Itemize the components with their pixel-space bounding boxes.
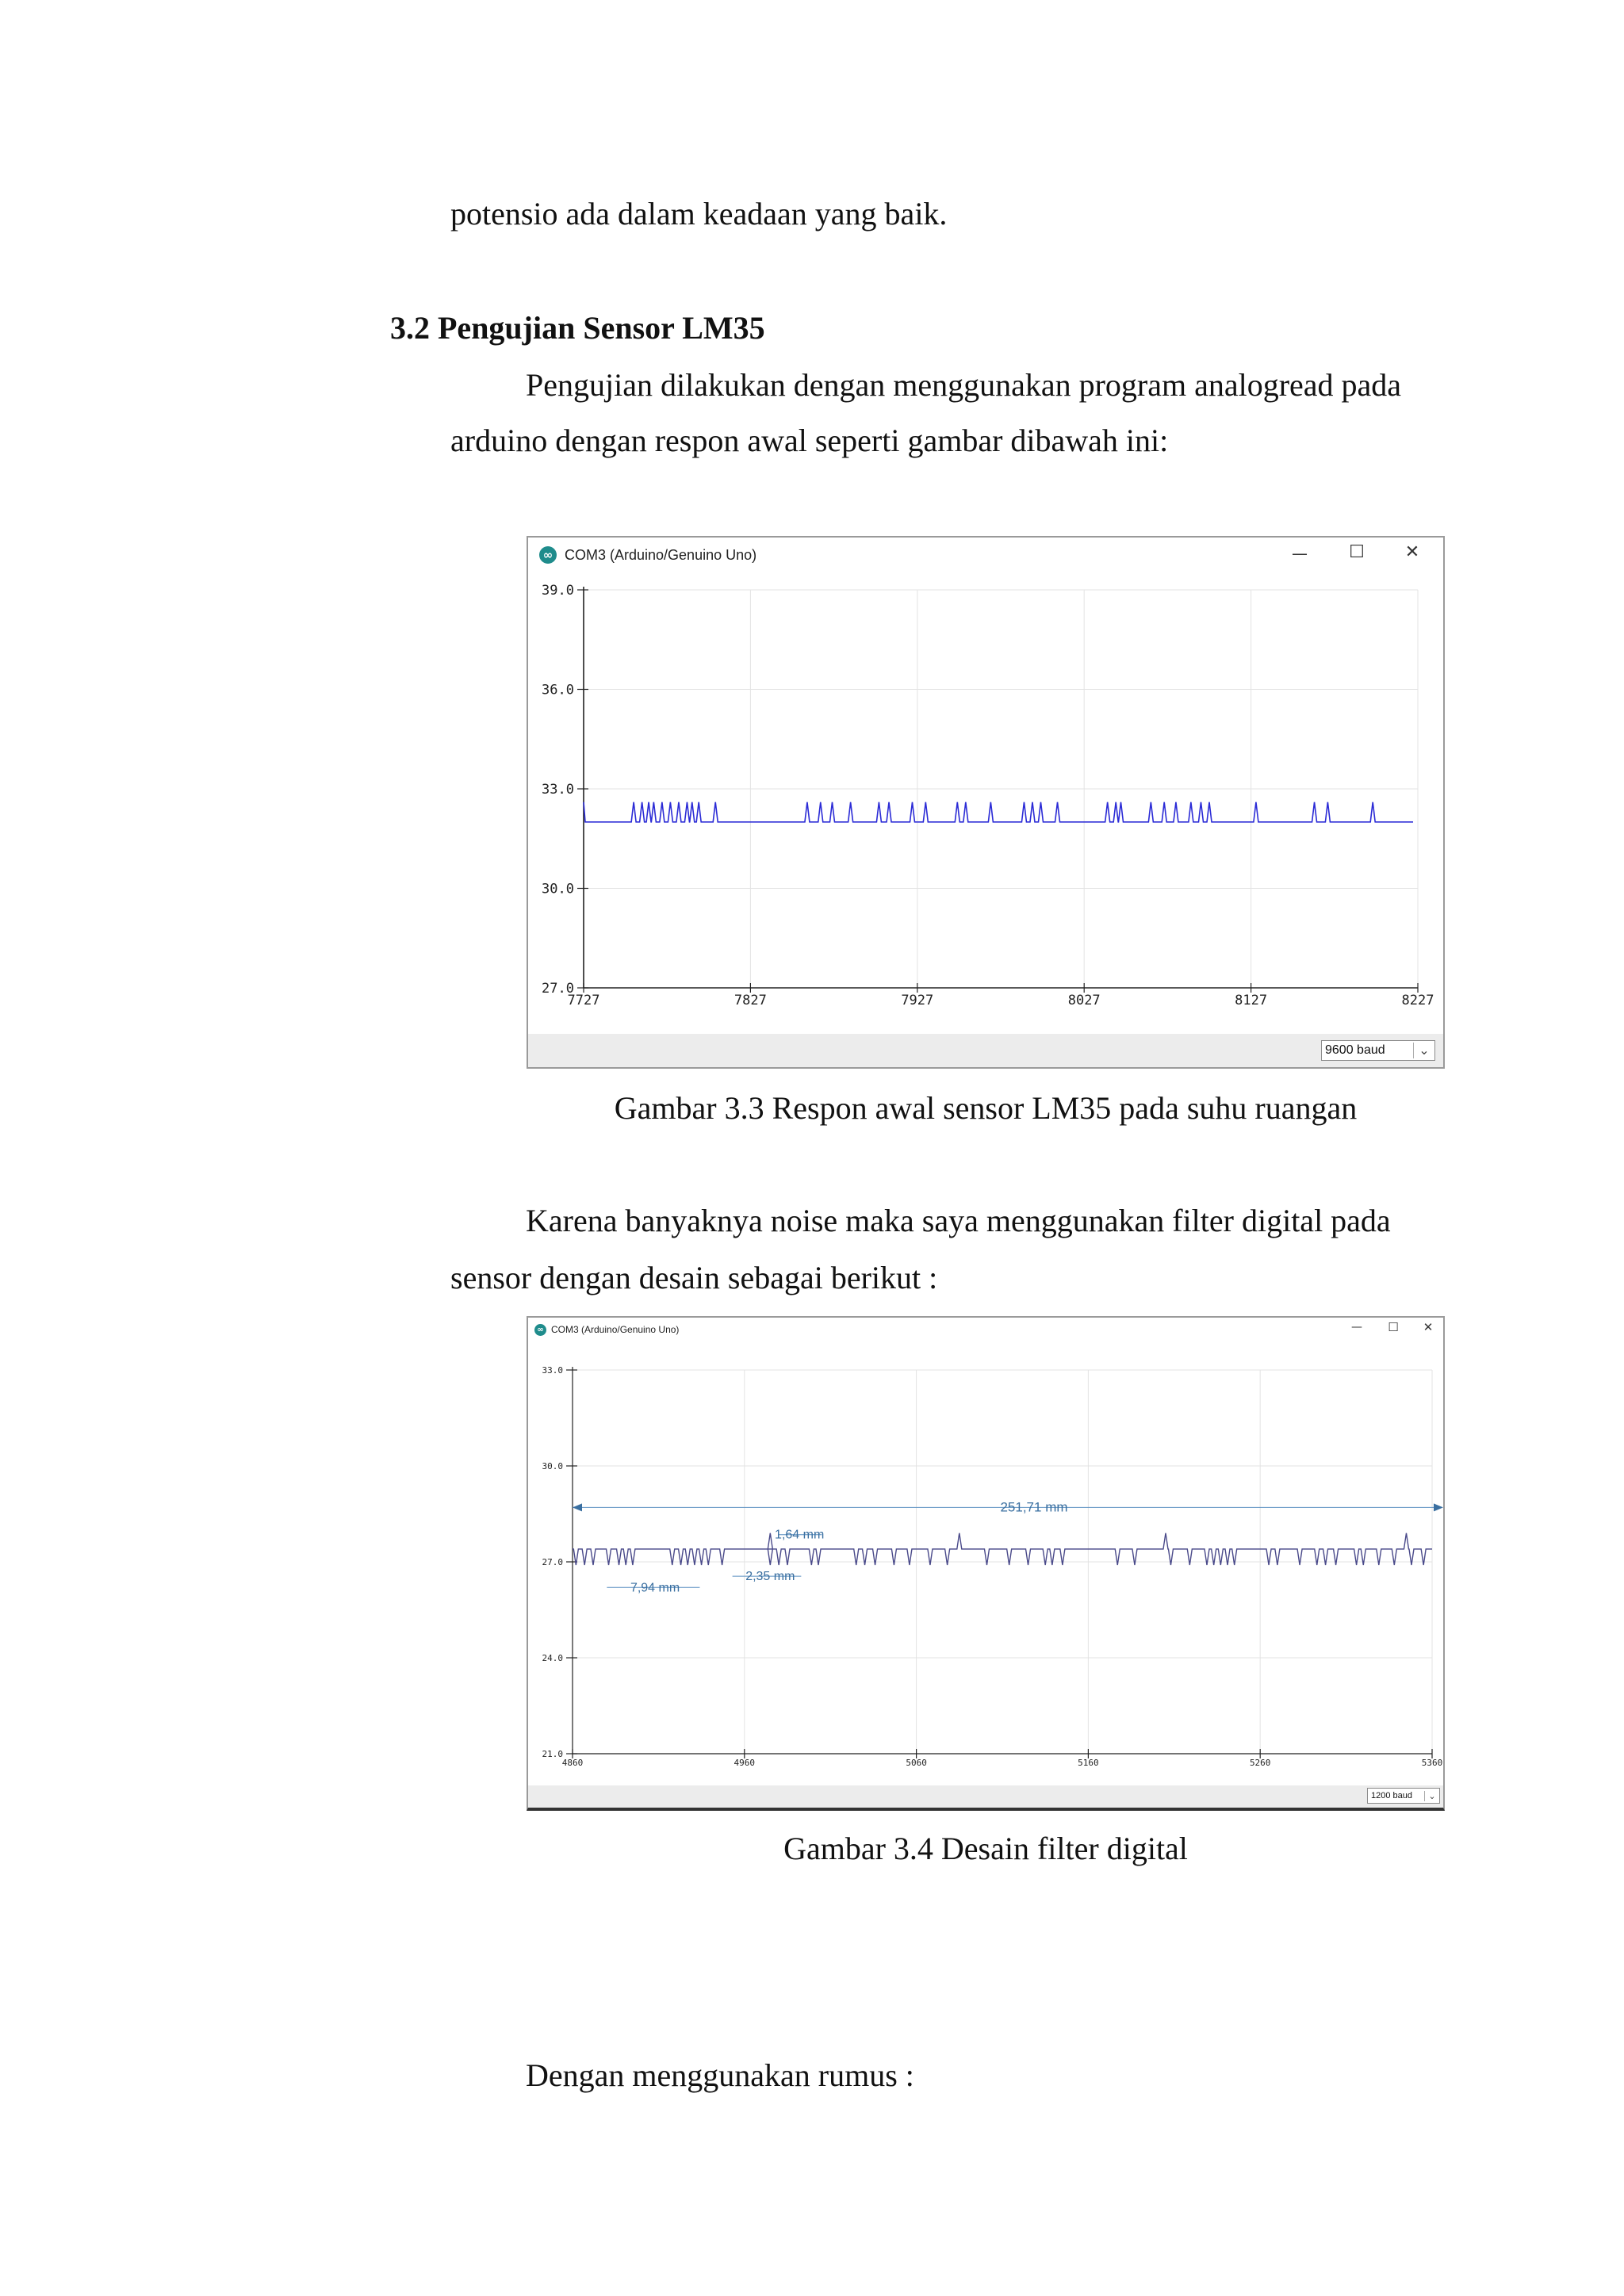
filtered-signal-chart: [528, 1341, 1443, 1785]
section-number: 3.2: [390, 310, 430, 346]
y-tick-label: 33.0: [542, 1364, 563, 1376]
minimize-icon[interactable]: —: [1292, 544, 1308, 563]
y-tick-label: 30.0: [542, 881, 574, 897]
paragraph-top: potensio ada dalam keadaan yang baik.: [450, 196, 948, 232]
formula-intro: Dengan menggunakan rumus :: [526, 2057, 914, 2093]
maximize-icon[interactable]: ☐: [1349, 542, 1365, 562]
x-tick-label: 8027: [1067, 993, 1101, 1008]
figure-filter-design: [527, 1316, 1445, 1811]
series-line-sensor: [584, 802, 1413, 822]
window-title-2: COM3 (Arduino/Genuino Uno): [551, 1324, 680, 1335]
window-titlebar-2: [528, 1318, 1443, 1341]
plotter-footer: [528, 1034, 1443, 1067]
arduino-logo-icon-2: ∞: [534, 1324, 546, 1336]
chevron-down-icon-2: ⌄: [1424, 1791, 1439, 1801]
section-heading: [390, 309, 765, 347]
section-title: Pengujian Sensor LM35: [438, 310, 765, 346]
x-tick-label: 5360: [1421, 1758, 1443, 1768]
x-tick-label: 5060: [906, 1758, 927, 1768]
measure-b-label: 2,35 mm: [745, 1570, 795, 1584]
x-tick-label: 5160: [1078, 1758, 1099, 1768]
baud-rate-value: 9600 baud: [1325, 1043, 1385, 1057]
para2-line-2: sensor dengan desain sebagai berikut :: [450, 1260, 938, 1295]
arduino-logo-icon: ∞: [539, 546, 557, 564]
y-tick-label: 36.0: [542, 682, 574, 698]
plot-area-2: [528, 1341, 1443, 1785]
measure-a-label: 1,64 mm: [775, 1528, 825, 1542]
y-tick-label: 24.0: [542, 1652, 563, 1663]
plotter-footer-2: [528, 1785, 1443, 1808]
x-tick-label: 8227: [1401, 993, 1434, 1008]
x-tick-label: 8127: [1235, 993, 1268, 1008]
series-line-filtered: [573, 1533, 1432, 1565]
baud-rate-value-2: 1200 baud: [1371, 1791, 1412, 1800]
y-tick-label: 39.0: [542, 582, 574, 599]
span-measure-label: 251,71 mm: [1000, 1499, 1068, 1515]
y-tick-label: 30.0: [542, 1460, 563, 1471]
para2-line-1: Karena banyaknya noise maka saya menggunakan filter digital pada: [526, 1203, 1391, 1238]
baud-rate-select[interactable]: [1321, 1040, 1435, 1061]
y-tick-label: 21.0: [542, 1748, 563, 1759]
intro-line-1: Pengujian dilakukan dengan menggunakan program analogread pada: [526, 367, 1402, 403]
window-title: COM3 (Arduino/Genuino Uno): [565, 546, 757, 563]
span-arrow-left-icon: [573, 1503, 582, 1511]
plot-area: [528, 572, 1443, 1037]
x-tick-label: 5260: [1249, 1758, 1271, 1768]
y-tick-label: 27.0: [542, 980, 574, 997]
raw-signal-chart: [528, 572, 1443, 1037]
chevron-down-icon: ⌄: [1413, 1043, 1434, 1058]
x-tick-label: 7727: [567, 993, 600, 1008]
maximize-icon-2[interactable]: ☐: [1388, 1320, 1399, 1334]
span-arrow-right-icon: [1434, 1503, 1443, 1511]
figure-serial-plotter-raw: [527, 536, 1445, 1069]
baud-rate-select-2[interactable]: [1367, 1788, 1440, 1804]
x-tick-label: 7927: [901, 993, 934, 1008]
x-tick-label: 7827: [733, 993, 767, 1008]
measure-c-label: 7,94 mm: [630, 1581, 680, 1595]
intro-line-2: arduino dengan respon awal seperti gambar dibawah ini:: [450, 423, 1169, 458]
y-tick-label: 27.0: [542, 1556, 563, 1567]
x-tick-label: 4860: [561, 1758, 584, 1768]
x-tick-label: 4960: [733, 1758, 756, 1768]
close-icon-2[interactable]: ✕: [1423, 1320, 1434, 1334]
y-tick-label: 33.0: [542, 781, 574, 798]
figure-3-4-caption: Gambar 3.4 Desain filter digital: [783, 1831, 1188, 1866]
close-icon[interactable]: ✕: [1404, 542, 1420, 562]
figure-3-3-caption: Gambar 3.3 Respon awal sensor LM35 pada suhu ruangan: [614, 1090, 1358, 1126]
minimize-icon-2[interactable]: —: [1351, 1321, 1362, 1334]
